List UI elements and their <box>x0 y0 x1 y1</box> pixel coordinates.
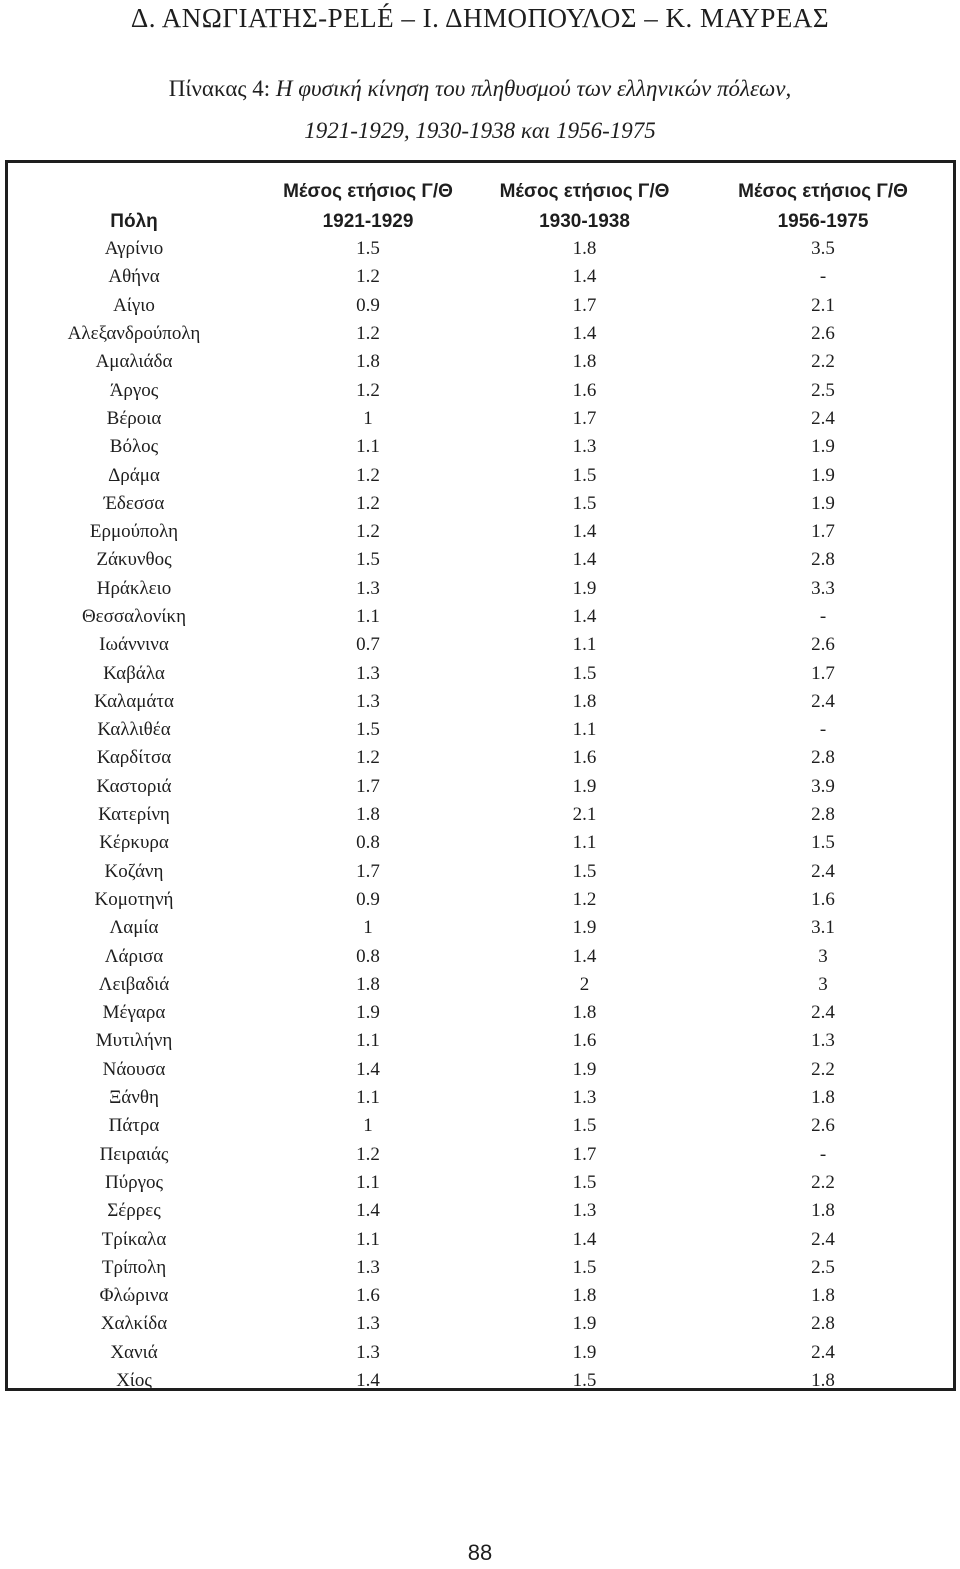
city-cell: Ζάκυνθος <box>96 549 172 571</box>
city-cell: Αίγιο <box>113 294 155 316</box>
table-caption-line2 <box>0 118 960 144</box>
value-1930-1938: 1.4 <box>572 549 597 571</box>
value-1956-1975: - <box>819 1143 827 1165</box>
table-row <box>8 1197 953 1225</box>
header-row-top <box>8 163 953 203</box>
value-1930-1938: 1.5 <box>572 1370 597 1392</box>
table-caption-line1 <box>0 76 960 102</box>
table-row <box>8 914 953 942</box>
value-1930-1938: 1.6 <box>572 379 597 401</box>
table-row <box>8 716 953 744</box>
value-1956-1975: 3.1 <box>811 917 835 939</box>
value-1956-1975: 2.6 <box>811 323 835 345</box>
city-cell: Δράμα <box>108 464 160 486</box>
value-1921-1929: 1 <box>363 917 373 939</box>
header-city: Πόλη <box>110 211 158 232</box>
value-1930-1938: 1.9 <box>572 1058 597 1080</box>
value-1930-1938: 1.9 <box>572 1313 597 1335</box>
value-1956-1975: 2.2 <box>811 1058 835 1080</box>
value-1930-1938: 1.4 <box>572 521 597 543</box>
value-1930-1938: 1.1 <box>572 832 597 854</box>
value-1956-1975: 2.6 <box>811 634 835 656</box>
value-1956-1975: 3.3 <box>811 577 835 599</box>
value-1921-1929: 1.2 <box>356 464 380 486</box>
value-1930-1938: 1.4 <box>572 606 597 627</box>
value-1956-1975: 2.5 <box>811 1256 835 1278</box>
table-row <box>8 518 953 546</box>
value-1956-1975: - <box>819 719 827 741</box>
value-1921-1929: 1 <box>363 1115 373 1137</box>
table-row <box>8 405 953 433</box>
table-label: Πίνακας 4: <box>168 76 271 101</box>
city-cell: Καστοριά <box>96 775 172 797</box>
city-cell: Χανιά <box>110 1341 158 1363</box>
value-1956-1975: 1.6 <box>811 888 835 910</box>
value-1956-1975: - <box>819 606 827 627</box>
city-cell: Έδεσσα <box>103 492 165 514</box>
value-1921-1929: 1.3 <box>356 1313 380 1335</box>
value-1921-1929: 1.3 <box>356 690 380 712</box>
value-1921-1929: 1.2 <box>356 1143 380 1165</box>
value-1956-1975: 1.3 <box>811 1030 835 1052</box>
value-1921-1929: 1.7 <box>356 860 380 882</box>
value-1956-1975: 3 <box>818 973 828 995</box>
table-row <box>8 631 953 659</box>
value-1930-1938: 1.5 <box>572 860 597 882</box>
value-1921-1929: 1.7 <box>356 775 380 797</box>
table-row <box>8 744 953 772</box>
value-1956-1975: 2.4 <box>811 407 835 429</box>
city-cell: Ηράκλειο <box>96 577 172 599</box>
value-1956-1975: 2.5 <box>811 379 835 401</box>
city-cell: Πειραιάς <box>99 1143 169 1165</box>
city-cell: Λαμία <box>109 917 159 939</box>
table-row <box>8 688 953 716</box>
city-cell: Ιωάννινα <box>99 634 169 656</box>
value-1921-1929: 1.1 <box>356 1228 380 1250</box>
value-1930-1938: 1.6 <box>572 747 597 769</box>
city-cell: Αλεξανδρούπολη <box>67 323 201 345</box>
city-cell: Τρίκαλα <box>101 1228 167 1250</box>
value-1921-1929: 1.2 <box>356 379 380 401</box>
value-1921-1929: 0.7 <box>356 634 380 656</box>
value-1956-1975: 2.1 <box>811 294 835 316</box>
value-1930-1938: 1.7 <box>572 1143 597 1165</box>
value-1956-1975: 2.8 <box>811 1313 835 1335</box>
table-row <box>8 1027 953 1055</box>
value-1930-1938: 1.9 <box>572 917 597 939</box>
header-top-1921: Μέσος ετήσιος Γ/Θ <box>283 181 453 202</box>
city-cell: Κομοτηνή <box>94 888 174 910</box>
city-cell: Λάρισα <box>104 945 164 967</box>
table-row <box>8 1254 953 1282</box>
city-cell: Κοζάνη <box>104 860 164 882</box>
table-title: Η φυσική κίνηση του πληθυσμού των ελληνικών πόλεων, <box>275 76 792 101</box>
value-1956-1975: 1.8 <box>811 1087 835 1109</box>
value-1930-1938: 1.8 <box>572 351 597 373</box>
value-1956-1975: 2.4 <box>811 1002 835 1024</box>
city-cell: Σέρρες <box>107 1200 161 1222</box>
city-cell: Άργος <box>109 379 159 401</box>
city-cell: Αθήνα <box>108 266 160 288</box>
city-cell: Ξάνθη <box>109 1087 159 1109</box>
table-row <box>8 1339 953 1367</box>
city-cell: Κατερίνη <box>98 804 170 826</box>
table-row <box>8 546 953 574</box>
value-1921-1929: 1.2 <box>356 323 380 345</box>
value-1921-1929: 1.2 <box>356 747 380 769</box>
value-1930-1938: 1.4 <box>572 1228 597 1250</box>
value-1956-1975: 2.6 <box>811 1115 835 1137</box>
value-1956-1975: 1.8 <box>811 1285 835 1307</box>
value-1930-1938: 1.5 <box>572 492 597 514</box>
value-1930-1938: 1.2 <box>572 888 597 910</box>
value-1930-1938: 1.4 <box>572 323 597 345</box>
value-1930-1938: 1.5 <box>572 1256 597 1278</box>
city-cell: Καλαμάτα <box>94 690 174 712</box>
table-row <box>8 292 953 320</box>
value-1956-1975: 2.8 <box>811 804 835 826</box>
city-cell: Αμαλιάδα <box>95 351 173 373</box>
value-1921-1929: 1.2 <box>356 521 380 543</box>
table-row <box>8 1282 953 1310</box>
value-1930-1938: 1.3 <box>572 436 597 458</box>
value-1930-1938: 1.8 <box>572 1285 597 1307</box>
value-1921-1929: 0.8 <box>356 832 380 854</box>
value-1921-1929: 1.8 <box>356 804 380 826</box>
table-row <box>8 235 953 263</box>
header-top-1930: Μέσος ετήσιος Γ/Θ <box>499 181 670 202</box>
value-1930-1938: 2 <box>579 973 590 995</box>
value-1956-1975: 1.9 <box>811 464 835 486</box>
value-1930-1938: 1.5 <box>572 1171 597 1193</box>
value-1956-1975: 2.4 <box>811 1228 835 1250</box>
value-1956-1975: 3 <box>818 945 828 967</box>
header-period-1921-1929: 1921-1929 <box>322 211 414 232</box>
table-row <box>8 1056 953 1084</box>
table-row <box>8 971 953 999</box>
city-cell: Μέγαρα <box>102 1002 166 1024</box>
value-1921-1929: 1.1 <box>356 606 380 627</box>
value-1930-1938: 1.9 <box>572 1341 597 1363</box>
value-1921-1929: 1.3 <box>356 1341 380 1363</box>
table-row <box>8 1310 953 1338</box>
city-cell: Βόλος <box>109 436 159 458</box>
table-row <box>8 433 953 461</box>
value-1930-1938: 1.4 <box>572 266 597 288</box>
table-row <box>8 263 953 291</box>
table-row <box>8 490 953 518</box>
value-1956-1975: - <box>819 266 827 288</box>
value-1921-1929: 1.2 <box>356 266 380 288</box>
data-table <box>8 163 953 1395</box>
city-cell: Κέρκυρα <box>99 832 169 854</box>
value-1956-1975: 2.8 <box>811 747 835 769</box>
city-cell: Χαλκίδα <box>100 1313 168 1335</box>
data-table-frame <box>5 160 956 1391</box>
city-cell: Χίος <box>116 1370 152 1392</box>
value-1956-1975: 1.9 <box>811 436 835 458</box>
value-1921-1929: 1.8 <box>356 973 380 995</box>
city-cell: Αγρίνιο <box>104 238 164 260</box>
value-1930-1938: 1.9 <box>572 577 597 599</box>
value-1921-1929: 1.3 <box>356 577 380 599</box>
city-cell: Τρίπολη <box>101 1256 167 1278</box>
city-cell: Λειβαδιά <box>98 973 170 995</box>
value-1930-1938: 1.8 <box>572 238 597 260</box>
value-1956-1975: 1.5 <box>811 832 835 854</box>
value-1921-1929: 1.1 <box>356 1171 380 1193</box>
value-1921-1929: 1 <box>363 407 373 429</box>
table-row <box>8 659 953 687</box>
value-1930-1938: 1.7 <box>572 407 597 429</box>
value-1956-1975: 2.4 <box>811 1341 835 1363</box>
table-row <box>8 829 953 857</box>
table-row <box>8 461 953 489</box>
value-1930-1938: 1.1 <box>572 719 597 741</box>
value-1930-1938: 1.3 <box>572 1087 597 1109</box>
value-1921-1929: 0.9 <box>356 294 380 316</box>
header-row-bottom <box>8 203 953 235</box>
table-row <box>8 886 953 914</box>
city-cell: Βέροια <box>106 407 162 429</box>
value-1921-1929: 1.1 <box>356 436 380 458</box>
value-1930-1938: 1.5 <box>572 1115 597 1137</box>
table-row <box>8 999 953 1027</box>
city-cell: Φλώρινα <box>99 1285 169 1307</box>
table-row <box>8 942 953 970</box>
table-row <box>8 1112 953 1140</box>
value-1956-1975: 1.8 <box>811 1200 835 1222</box>
header-period-1930-1938: 1930-1938 <box>539 211 630 232</box>
value-1921-1929: 1.5 <box>356 549 380 571</box>
city-cell: Καρδίτσα <box>96 747 172 769</box>
table-row <box>8 801 953 829</box>
value-1930-1938: 1.5 <box>572 662 597 684</box>
value-1930-1938: 1.8 <box>572 690 597 712</box>
city-cell: Πύργος <box>104 1171 164 1193</box>
header-top-1956: Μέσος ετήσιος Γ/Θ <box>738 181 908 202</box>
city-cell: Θεσσαλονίκη <box>81 606 187 627</box>
table-row <box>8 773 953 801</box>
value-1921-1929: 1.9 <box>356 1002 380 1024</box>
value-1921-1929: 1.3 <box>356 662 380 684</box>
city-cell: Νάουσα <box>102 1058 166 1080</box>
running-head: Δ. ΑΝΩΓΙΑΤΗΣ-PELÉ – Ι. ΔΗΜΟΠΟΥΛΟΣ – Κ. ΜΑΥΡΕΑΣ <box>130 3 830 33</box>
value-1956-1975: 2.2 <box>811 1171 835 1193</box>
value-1956-1975: 2.4 <box>811 690 835 712</box>
table-row <box>8 320 953 348</box>
table-row <box>8 1084 953 1112</box>
table-row <box>8 348 953 376</box>
value-1930-1938: 1.4 <box>572 945 597 967</box>
table-row <box>8 376 953 404</box>
value-1930-1938: 1.6 <box>572 1030 597 1052</box>
value-1930-1938: 1.7 <box>572 294 597 316</box>
value-1956-1975: 1.8 <box>811 1370 835 1392</box>
value-1930-1938: 1.3 <box>572 1200 597 1222</box>
city-cell: Ερμούπολη <box>89 521 179 543</box>
header-period-1956-1975: 1956-1975 <box>777 211 869 232</box>
value-1921-1929: 1.8 <box>356 351 380 373</box>
value-1921-1929: 1.4 <box>356 1370 380 1392</box>
value-1956-1975: 2.8 <box>811 549 835 571</box>
table-row <box>8 1225 953 1253</box>
value-1921-1929: 0.8 <box>356 945 380 967</box>
header-top-city <box>8 163 260 203</box>
city-cell: Καλλιθέα <box>97 719 171 741</box>
value-1921-1929: 1.2 <box>356 492 380 514</box>
city-cell: Καβάλα <box>103 662 165 684</box>
value-1921-1929: 1.5 <box>356 719 380 741</box>
value-1956-1975: 1.7 <box>811 662 835 684</box>
table-row <box>8 575 953 603</box>
table-row <box>8 1367 953 1395</box>
table-row <box>8 1169 953 1197</box>
value-1956-1975: 1.7 <box>811 521 835 543</box>
page-number: 88 <box>467 1540 493 1565</box>
city-cell: Πάτρα <box>108 1115 160 1137</box>
value-1956-1975: 2.2 <box>811 351 835 373</box>
value-1956-1975: 3.9 <box>811 775 835 797</box>
value-1930-1938: 1.1 <box>572 634 597 656</box>
value-1921-1929: 1.4 <box>356 1200 380 1222</box>
table-row <box>8 1141 953 1169</box>
value-1930-1938: 1.5 <box>572 464 597 486</box>
value-1930-1938: 1.8 <box>572 1002 597 1024</box>
value-1921-1929: 1.3 <box>356 1256 380 1278</box>
table-row <box>8 858 953 886</box>
table-body <box>8 235 953 1395</box>
value-1921-1929: 1.1 <box>356 1087 380 1109</box>
value-1921-1929: 1.6 <box>356 1285 380 1307</box>
value-1921-1929: 1.1 <box>356 1030 380 1052</box>
city-cell: Μυτιλήνη <box>95 1030 173 1052</box>
value-1921-1929: 1.4 <box>356 1058 380 1080</box>
value-1921-1929: 0.9 <box>356 888 380 910</box>
value-1956-1975: 3.5 <box>811 238 835 260</box>
value-1930-1938: 1.9 <box>572 775 597 797</box>
value-1930-1938: 2.1 <box>572 804 597 826</box>
value-1956-1975: 1.9 <box>811 492 835 514</box>
value-1921-1929: 1.5 <box>356 238 380 260</box>
value-1956-1975: 2.4 <box>811 860 835 882</box>
table-row <box>8 603 953 631</box>
table-title-years: 1921-1929, 1930-1938 και 1956-1975 <box>304 118 656 143</box>
